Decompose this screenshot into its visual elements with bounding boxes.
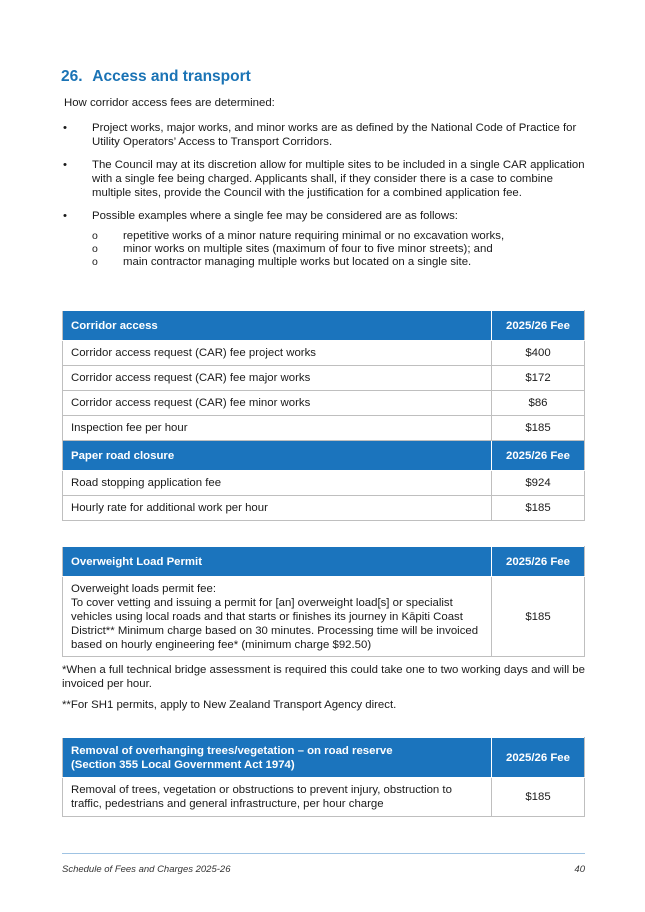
- table-header-label: Paper road closure: [63, 441, 492, 471]
- row-label: Corridor access request (CAR) fee project works: [63, 341, 492, 366]
- table-header-fee: 2025/26 Fee: [492, 311, 585, 341]
- footnote: **For SH1 permits, apply to New Zealand Transport Agency direct.: [62, 699, 397, 711]
- sub-bullet-marker: o: [92, 230, 98, 242]
- table-row: [63, 471, 585, 496]
- bullet-marker: •: [63, 122, 67, 134]
- bullet-list: [61, 121, 591, 270]
- row-title: Overweight loads permit fee:: [71, 582, 216, 595]
- footer-title: Schedule of Fees and Charges 2025-26: [62, 864, 231, 875]
- table-header-fee: 2025/26 Fee: [492, 547, 585, 577]
- list-item: [61, 121, 591, 149]
- row-label: Corridor access request (CAR) fee minor works: [63, 391, 492, 416]
- row-label: Removal of trees, vegetation or obstructions to prevent injury, obstruction to traffic, pedestrians and general infrastructure, per hour charge: [63, 778, 492, 817]
- sub-list-item-text: main contractor managing multiple works but located on a single site.: [123, 256, 472, 269]
- footer-divider: [62, 853, 585, 854]
- sub-list-item-text: minor works on multiple sites (maximum of four to five minor streets); and: [123, 243, 493, 256]
- sub-list-item: [61, 230, 591, 243]
- header-line: Removal of overhanging trees/vegetation – on road reserve: [71, 744, 393, 757]
- table-row: [63, 496, 585, 521]
- table-header-label: Overweight Load Permit: [63, 547, 492, 577]
- corridor-access-table: [62, 310, 585, 521]
- list-item-text: Possible examples where a single fee may be considered are as follows:: [92, 210, 458, 222]
- row-label: Corridor access request (CAR) fee major works: [63, 366, 492, 391]
- sub-list-item: [61, 243, 591, 256]
- table-header-fee: 2025/26 Fee: [492, 441, 585, 471]
- sub-bullet-marker: o: [92, 243, 98, 256]
- table-header-fee: 2025/26 Fee: [492, 738, 585, 778]
- table-header-row: [63, 738, 585, 778]
- row-fee: $185: [492, 496, 585, 521]
- row-label: Inspection fee per hour: [63, 416, 492, 441]
- table-header-label: Corridor access: [63, 311, 492, 341]
- page-number: 40: [574, 864, 585, 875]
- row-fee: $86: [492, 391, 585, 416]
- intro-text: How corridor access fees are determined:: [64, 97, 275, 109]
- list-item: [61, 158, 591, 200]
- table-row: [63, 577, 585, 657]
- table-header-label: [63, 738, 492, 778]
- section-heading: [61, 68, 251, 86]
- list-item-text: Project works, major works, and minor works are as defined by the National Code of Practice for Utility Operators’ Access to Transport Corridors.: [92, 122, 577, 148]
- overweight-load-table: [62, 546, 585, 657]
- table-row: [63, 341, 585, 366]
- table-row: [63, 416, 585, 441]
- list-item: [61, 209, 591, 223]
- row-fee: $185: [492, 577, 585, 657]
- sub-bullet-marker: o: [92, 256, 98, 269]
- bullet-marker: •: [63, 159, 67, 171]
- table-header-row: [63, 547, 585, 577]
- row-label: Road stopping application fee: [63, 471, 492, 496]
- sub-list-item: [61, 256, 591, 269]
- row-fee: $924: [492, 471, 585, 496]
- section-title: Access and transport: [92, 68, 251, 85]
- sub-list-item-text: repetitive works of a minor nature requiring minimal or no excavation works,: [123, 230, 505, 242]
- row-fee: $400: [492, 341, 585, 366]
- sub-bullet-list: [61, 230, 591, 270]
- row-fee: $185: [492, 778, 585, 817]
- footnote: *When a full technical bridge assessment is required this could take one to two working days and will be invoiced per hour.: [62, 664, 585, 690]
- table-header-row: [63, 311, 585, 341]
- section-number: 26.: [61, 68, 83, 85]
- header-line: (Section 355 Local Government Act 1974): [71, 758, 295, 771]
- table-row: [63, 391, 585, 416]
- row-label: [63, 577, 492, 657]
- bullet-marker: •: [63, 210, 67, 222]
- table-row: [63, 366, 585, 391]
- list-item-text: The Council may at its discretion allow for multiple sites to be included in a single CAR application with a single fee being charged. Applicants shall, if they consider there is a case to combine multiple sites, provide the Council with the justification for a combined application fee.: [92, 159, 585, 199]
- row-fee: $185: [492, 416, 585, 441]
- row-description: To cover vetting and issuing a permit for [an] overweight load[s] or specialist vehicles using local roads and that starts or finishes its journey in Kāpiti Coast District** Minimum charge based on 30 minutes. Processing time will be invoiced based on hourly engineering fee* (minimum charge $92.50): [71, 596, 479, 651]
- tree-removal-table: [62, 737, 585, 817]
- table-row: [63, 778, 585, 817]
- table-header-row: [63, 441, 585, 471]
- row-fee: $172: [492, 366, 585, 391]
- row-label: Hourly rate for additional work per hour: [63, 496, 492, 521]
